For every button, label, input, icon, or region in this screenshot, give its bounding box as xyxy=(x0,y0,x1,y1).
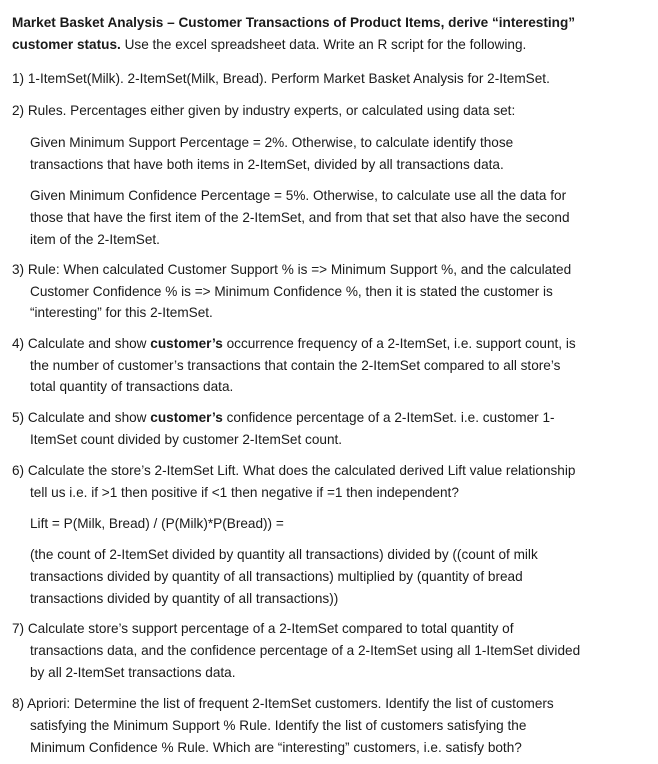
item-3-line-1: 3) Rule: When calculated Customer Support % is => Minimum Support %, and the calculated xyxy=(12,262,572,277)
lift-explanation-line-3: transactions divided by quantity of all transactions)) xyxy=(30,591,339,606)
lift-explanation-line-2: transactions divided by quantity of all transactions) multiplied by (quantity of bread xyxy=(30,569,523,584)
item-4-prefix: 4) Calculate and show xyxy=(12,336,151,351)
item-4-line-2: the number of customer’s transactions that contain the 2-ItemSet compared to all store’s xyxy=(30,358,561,373)
item-1: 1) 1-ItemSet(Milk). 2-ItemSet(Milk, Bread). Perform Market Basket Analysis for 2-ItemSet. xyxy=(12,71,550,86)
item-4-line-3: total quantity of transactions data. xyxy=(30,379,234,394)
item-2-support-line-1: Given Minimum Support Percentage = 2%. Otherwise, to calculate identify those xyxy=(30,135,514,150)
item-2-support-line-2: transactions that have both items in 2-ItemSet, divided by all transactions data. xyxy=(30,157,504,172)
item-5-prefix: 5) Calculate and show xyxy=(12,410,151,425)
lift-formula: Lift = P(Milk, Bread) / (P(Milk)*P(Bread)) = xyxy=(30,516,284,531)
title-bold-part: customer status. xyxy=(12,37,121,52)
item-7-line-2: transactions data, and the confidence percentage of a 2-ItemSet using all 1-ItemSet divided xyxy=(30,643,581,658)
item-4-bold: customer’s xyxy=(150,336,223,351)
title-rest: Use the excel spreadsheet data. Write an R script for the following. xyxy=(120,37,527,52)
item-2-confidence-line-3: item of the 2-ItemSet. xyxy=(30,232,160,247)
item-3-line-2: Customer Confidence % is => Minimum Confidence %, then it is stated the customer is xyxy=(30,284,553,299)
item-5-bold: customer’s xyxy=(150,410,223,425)
item-5-suffix: confidence percentage of a 2-ItemSet. i.e. customer 1- xyxy=(222,410,555,425)
title-line-1: Market Basket Analysis – Customer Transactions of Product Items, derive “interesting” xyxy=(12,15,576,30)
item-8-line-1: 8) Apriori: Determine the list of frequent 2-ItemSet customers. Identify the list of customers xyxy=(12,696,554,711)
item-4-line-1 xyxy=(12,335,576,353)
item-2: 2) Rules. Percentages either given by industry experts, or calculated using data set: xyxy=(12,103,516,118)
lift-explanation-line-1: (the count of 2-ItemSet divided by quantity all transactions) divided by ((count of milk xyxy=(30,547,538,562)
item-2-confidence-line-2: those that have the first item of the 2-ItemSet, and from that set that also have the second xyxy=(30,210,570,225)
item-3-line-3: “interesting” for this 2-ItemSet. xyxy=(30,305,213,320)
item-2-confidence-line-1: Given Minimum Confidence Percentage = 5%. Otherwise, to calculate use all the data for xyxy=(30,188,567,203)
item-8-line-2: satisfying the Minimum Support % Rule. Identify the list of customers satisfying the xyxy=(30,718,527,733)
item-5-line-1 xyxy=(12,409,555,427)
title-line-2 xyxy=(12,36,526,54)
item-8-line-3: Minimum Confidence % Rule. Which are “interesting” customers, i.e. satisfy both? xyxy=(30,740,522,755)
item-7-line-3: by all 2-ItemSet transactions data. xyxy=(30,665,236,680)
item-6-line-2: tell us i.e. if >1 then positive if <1 then negative if =1 then independent? xyxy=(30,485,459,500)
item-7-line-1: 7) Calculate store’s support percentage of a 2-ItemSet compared to total quantity of xyxy=(12,621,514,636)
item-4-suffix: occurrence frequency of a 2-ItemSet, i.e. support count, is xyxy=(222,336,576,351)
item-6-line-1: 6) Calculate the store’s 2-ItemSet Lift. What does the calculated derived Lift value relationship xyxy=(12,463,576,478)
item-5-line-2: ItemSet count divided by customer 2-ItemSet count. xyxy=(30,432,343,447)
